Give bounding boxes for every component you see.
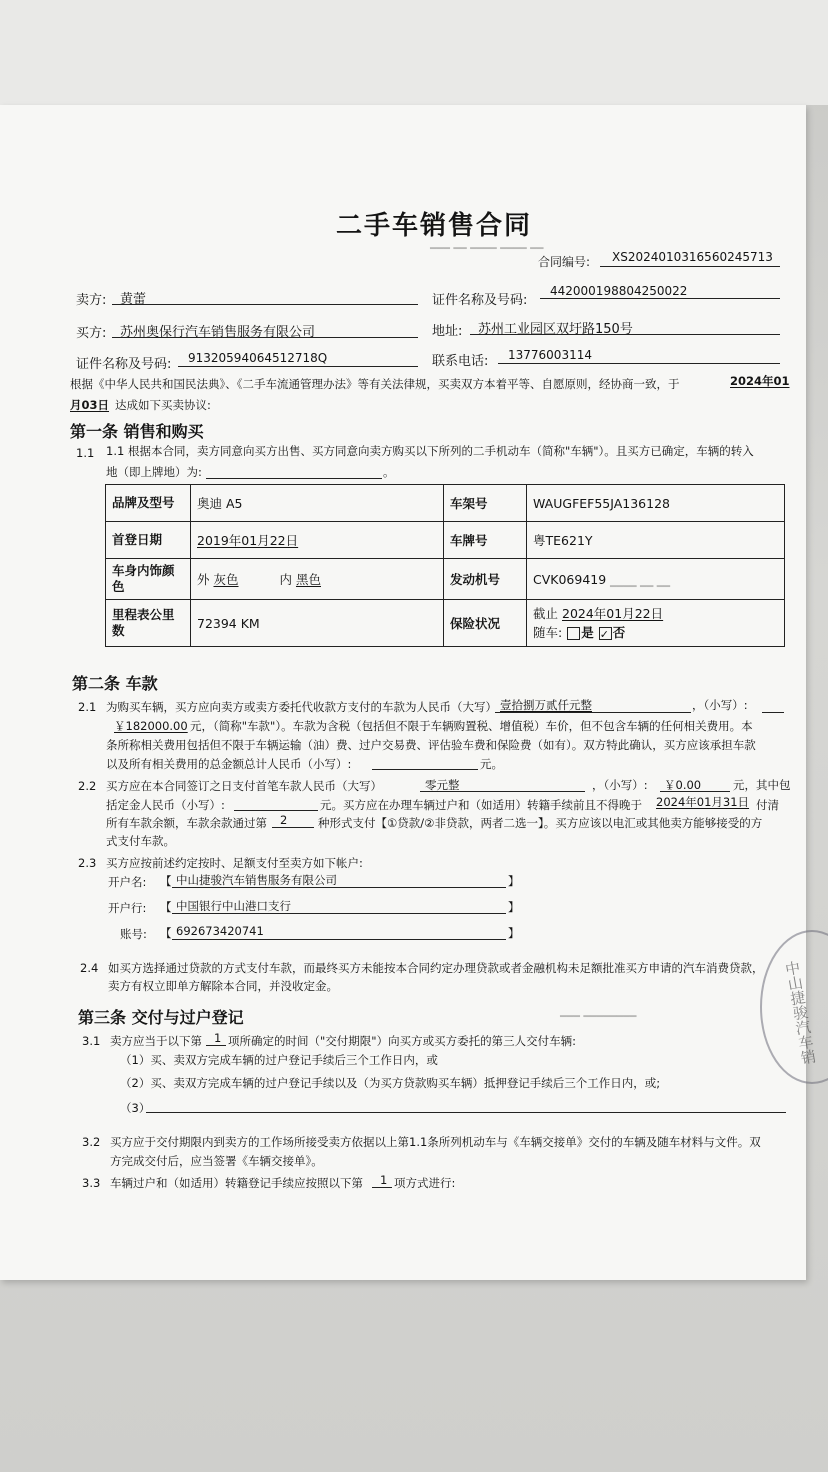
table-row [106,559,785,600]
buyer-label: 买方: [76,326,107,341]
buyer-id-label: 证件名称及号码: [76,357,172,372]
background-top [0,0,828,105]
acct-bank-bracket-close: 】 [508,900,520,914]
buyer-address-value: 苏州工业园区双圩路150号 [478,322,633,337]
p33-num: 3.3 [82,1176,101,1190]
intro-date-b: 月03日 [70,398,110,412]
acct-bank-label: 开户行: [108,901,147,915]
with-car-yes-checkbox[interactable] [567,627,580,640]
seller-label: 卖方: [76,293,107,308]
p33-item: 1 [380,1173,388,1187]
engine-label: 发动机号 [444,559,527,600]
p31-item: 1 [214,1031,222,1045]
p31-opt1: （1）买、卖双方完成车辆的过户登记手续后三个工作日内，或 [120,1053,438,1067]
acct-name-bracket-open: 【 [160,874,172,888]
section-2-heading: 第二条 车款 [72,674,158,693]
p31-a: 卖方应当于以下第 [110,1034,202,1048]
acct-bank: 中国银行中山港口支行 [176,899,291,913]
section-1-1-line1: 1.1 根据本合同，卖方同意向买方出售、买方同意向卖方购买以下所列的二手机动车（简称"车辆"）。且买方已确定，车辆的转入 [106,444,754,458]
color-out: 灰色 [213,572,239,587]
underline [146,1112,786,1113]
section-1-heading: 第一条 销售和购买 [70,422,204,441]
buyer-address-label: 地址: [432,324,463,339]
mileage-value: 72394 KM [191,600,444,647]
plate-label: 车牌号 [444,522,527,559]
reg-date-value: 2019年01月22日 [197,533,299,548]
color-out-prefix: 外 [197,572,210,587]
color-cell [191,559,444,600]
page-title: 二手车销售合同 [336,211,533,241]
p24-num: 2.4 [80,961,99,975]
p22-upper: 零元整 [425,778,460,792]
p22-c: 括定金人民币（小写）: [106,798,225,812]
color-in-prefix: 内 [279,572,292,587]
p21-b: 元，（简称"车款"）。车款为含税（包括但不限于车辆购置税、增值税）车价，但不包含车辆的任何相关费用。本 [190,719,753,733]
p22-d: 元。买方应在办理车辆过户和（如适用）转籍手续前且不得晚于 [320,798,642,812]
vin-value: WAUGFEF55JA136128 [527,485,785,522]
p21-upper: 壹拾捌万贰仟元整 [500,698,592,712]
buyer-name: 苏州奥保行汽车销售服务有限公司 [120,325,316,340]
section-1-1-line2: 地（即上牌地）为: [106,465,202,479]
section-3-heading: 第三条 交付与过户登记 [78,1008,244,1027]
p23-num: 2.3 [78,856,97,870]
buyer-phone-value: 13776003114 [508,348,592,362]
acct-no-label: 账号: [120,927,147,941]
p21-amount: ￥182000.00 [114,719,188,733]
underline [495,712,691,713]
mileage-label: 里程表公里数 [106,600,191,647]
p32-b: 方完成交付后，应当签署《车辆交接单》。 [110,1154,323,1168]
table-row [106,600,785,647]
p23-a: 买方应按前述约定按时、足额支付至卖方如下帐户: [106,856,363,870]
underline [272,827,314,828]
intro-text2: 达成如下买卖协议: [115,398,211,412]
underline [172,913,506,914]
brand-value: 奥迪 A5 [191,485,444,522]
p32-a: 买方应于交付期限内到卖方的工作场所接受卖方依据以上第1.1条所列机动车与《车辆交接单》交付的车辆及随车材料与文件。双 [110,1135,761,1149]
engine-value: CVK069419 [527,559,785,600]
acct-name-label: 开户名: [108,875,147,889]
company-seal-text: 中山捷骏汽车销 [782,959,818,1066]
section-1-1-num: 1.1 [76,446,95,460]
p22-g: 种形式支付【①贷款/②非贷款，两者二选一】。买方应该以电汇或其他卖方能够接受的方 [318,816,763,830]
p22-e: 付清 [756,798,779,812]
vin-label: 车架号 [444,485,527,522]
acct-no: 692673420741 [176,924,264,938]
p21-e: 元。 [480,757,503,771]
seller-name: 黄蕾 [120,292,147,307]
bleed-through: ━━━ ━━━━━━━━ [560,1010,637,1023]
p22-b: 元，其中包 [733,778,791,792]
p22-f: 所有车款余额，车款余款通过第 [106,816,267,830]
p33-b: 项方式进行: [394,1176,456,1190]
p24-a: 如买方选择通过贷款的方式支付车款，而最终买方未能按本合同约定办理贷款或者金融机构未足额批准买方申请的汽车消费贷款， [108,961,764,975]
p21-c: 条所称相关费用包括但不限于车辆运输（油）费、过户交易费、评估验车费和保险费（如有）。双方特此确认，买方应该承担车款 [106,738,756,752]
color-in: 黑色 [295,572,321,587]
with-car-yes-label: 是 [581,625,594,640]
p22-method: 2 [280,813,288,827]
p33-a: 车辆过户和（如适用）转籍登记手续应按照以下第 [110,1176,363,1190]
p21-small-label: ，（小写）: [692,698,748,712]
p32-num: 3.2 [82,1135,101,1149]
acct-name-bracket-close: 】 [508,874,520,888]
color-label: 车身内饰颜色 [106,559,191,600]
p21-d: 以及所有相关费用的总金额总计人民币（小写）: [106,757,352,771]
p31-num: 3.1 [82,1034,101,1048]
intro-date-a: 2024年01 [730,374,790,388]
brand-label: 品牌及型号 [106,485,191,522]
acct-no-bracket-close: 】 [508,926,520,940]
underline [372,769,478,770]
underline [762,712,784,713]
underline [172,939,506,940]
underline [178,366,418,367]
bleed-through: ━━━ ━━ ━━━━ ━━━━ ━━ [430,242,544,255]
seller-id-label: 证件名称及号码: [432,293,528,308]
underline [420,791,585,792]
underline [206,1045,226,1046]
acct-no-bracket-open: 【 [160,926,172,940]
bleed-through: ━━━━ ━━ ━━ [610,580,670,593]
table-row [106,522,785,559]
underline [372,1187,392,1188]
plate-value: 粤TE621Y [527,522,785,559]
underline [206,478,382,479]
underline [498,363,780,364]
p22-date: 2024年01月31日 [656,795,750,809]
buyer-phone-label: 联系电话: [432,354,489,369]
contract-no-label: 合同编号: [538,255,591,269]
p22-small-label: ，（小写）: [592,778,648,792]
acct-name: 中山捷骏汽车销售服务有限公司 [176,873,337,887]
underline [470,334,780,335]
contract-no-value: XS2024010316560245713 [612,250,773,264]
underline [660,791,730,792]
insurance-until: 2024年01月22日 [562,606,664,621]
vehicle-table [105,484,785,647]
p22-h: 式支付车款。 [106,834,175,848]
p31-b: 项所确定的时间（"交付期限"）向买方或买方委托的第三人交付车辆: [228,1034,576,1048]
reg-date-cell [191,522,444,559]
p22-num: 2.2 [78,779,97,793]
p22-a: 买方应在本合同签订之日支付首笔车款人民币（大写） [106,779,382,793]
underline [540,298,780,299]
p21-a: 为购买车辆，买方应向卖方或卖方委托代收款方支付的车款为人民币（大写） [106,700,497,714]
insurance-until-prefix: 截止 [533,606,559,621]
underline [600,266,780,267]
underline [112,304,418,305]
table-row [106,485,785,522]
with-car-no-label: 否 [612,625,626,640]
p21-num: 2.1 [78,700,97,714]
underline [234,810,318,811]
p31-opt2: （2）买、卖双方完成车辆的过户登记手续以及（为买方贷款购买车辆）抵押登记手续后三个工作日内，或; [120,1076,661,1090]
seller-id-value: 442000198804250022 [550,284,688,298]
insurance-label: 保险状况 [444,600,527,647]
underline [172,887,506,888]
intro-text: 根据《中华人民共和国民法典》、《二手车流通管理办法》等有关法律规，买卖双方本着平等、自愿原则，经协商一致，于 [70,377,680,391]
buyer-id-value: 91320594064512718Q [188,351,328,365]
reg-date-label: 首登日期 [106,522,191,559]
with-car-label: 随车: [533,625,563,640]
p24-b: 卖方有权立即单方解除本合同，并没收定金。 [108,979,338,993]
insurance-cell [527,600,785,647]
underline [112,337,418,338]
p31-opt3: （3） [120,1101,151,1115]
with-car-no-checkbox[interactable] [599,627,612,640]
acct-bank-bracket-open: 【 [160,900,172,914]
p22-amount: ￥0.00 [664,778,702,792]
section-1-1-line2-end: 。 [383,465,395,479]
